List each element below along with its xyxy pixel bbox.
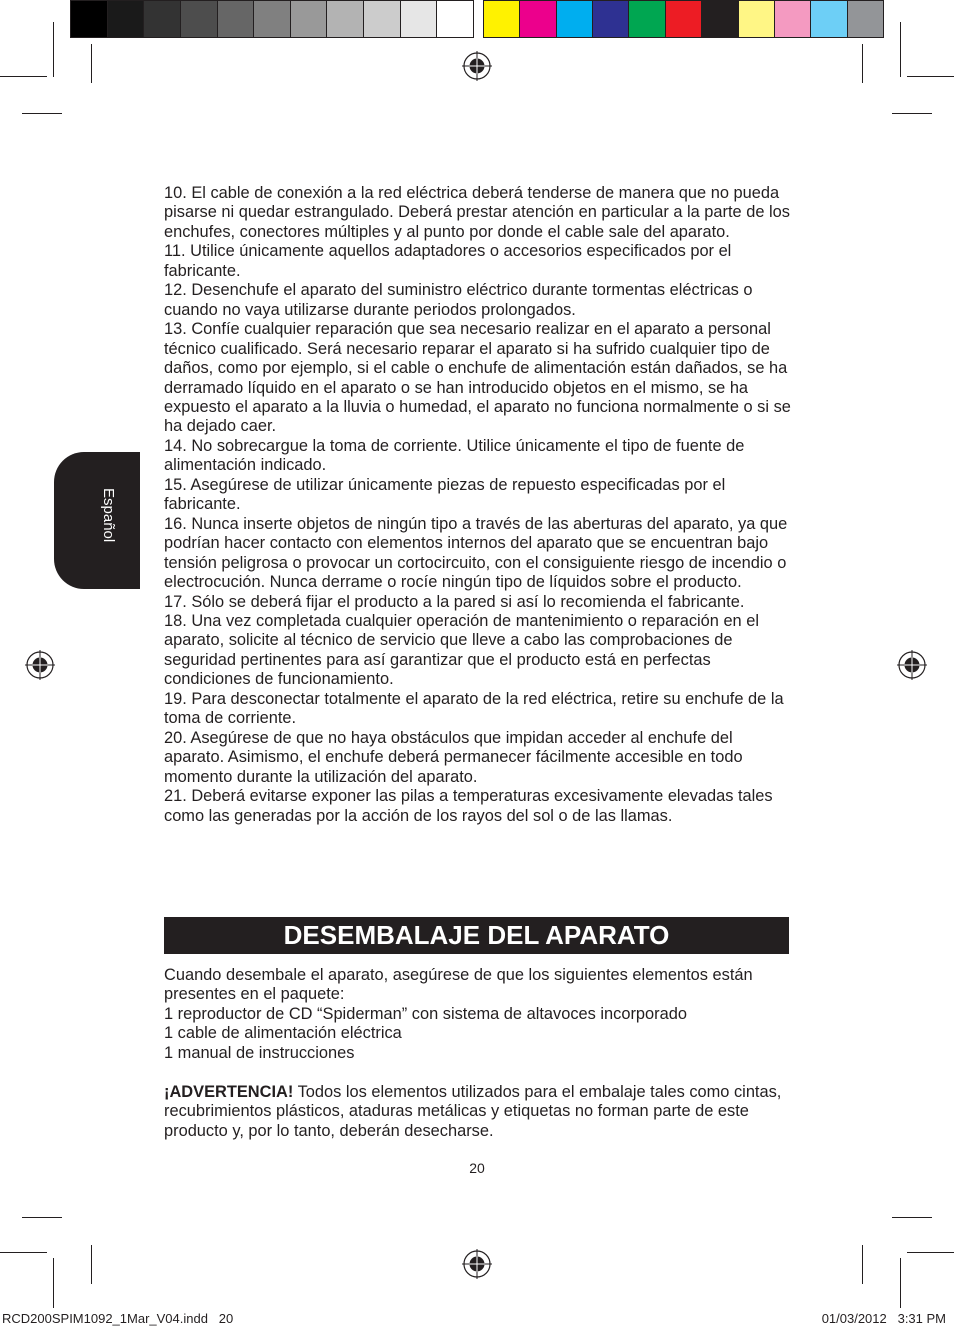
crop-mark <box>53 22 54 77</box>
crop-mark <box>900 22 901 77</box>
package-item: 1 manual de instrucciones <box>164 1043 355 1062</box>
crop-mark <box>907 1252 954 1253</box>
instruction-item: 17. Sólo se deberá fijar el producto a la pared si así lo recomienda el fabricante. <box>164 592 745 611</box>
registration-mark-icon <box>897 650 927 680</box>
color-swatch <box>557 1 593 37</box>
language-tab-label: Español <box>100 488 117 543</box>
color-swatch <box>401 1 438 37</box>
instruction-item: 11. Utilice únicamente aquellos adaptadores o accesorios especificados por el fabricante. <box>164 242 732 280</box>
color-swatch <box>702 1 738 37</box>
package-item: 1 reproductor de CD “Spiderman” con sistema de altavoces incorporado <box>164 1004 687 1023</box>
process-color-bar <box>483 0 884 38</box>
crop-mark <box>892 1217 932 1218</box>
instruction-item: 12. Desenchufe el aparato del suministro eléctrico durante tormentas eléctricas o cuando no vaya utilizarse durante periodos prolongados. <box>164 281 753 319</box>
crop-mark <box>22 1217 62 1218</box>
registration-mark-icon <box>25 650 55 680</box>
color-swatch <box>520 1 556 37</box>
crop-mark <box>907 76 954 77</box>
warning-text: Todos los elementos utilizados para el embalaje tales como cintas, recubrimientos plásticos, ataduras metálicas y etiquetas no forman parte de este producto y, por lo tanto, deberán desecharse. <box>164 1082 782 1140</box>
color-swatch <box>739 1 775 37</box>
color-swatch <box>327 1 364 37</box>
file-slug: RCD200SPIM1092_1Mar_V04.indd 20 <box>2 1311 234 1326</box>
color-swatch <box>775 1 811 37</box>
crop-mark <box>0 76 47 77</box>
instruction-item: 21. Deberá evitarse exponer las pilas a temperaturas excesivamente elevadas tales como las generadas por la acción de los rayos del sol o de las llamas. <box>164 787 773 825</box>
crop-mark <box>91 1245 92 1284</box>
color-swatch <box>254 1 291 37</box>
unpacking-section <box>164 966 792 1141</box>
instruction-item: 18. Una vez completada cualquier operación de mantenimiento o reparación en el aparato, solicite al técnico de servicio que lleve a cabo las comprobaciones de seguridad pertinentes para así garantizar que el producto está en perfectas condiciones de funcionamiento. <box>164 611 759 689</box>
color-swatch <box>218 1 255 37</box>
instruction-item: 19. Para desconectar totalmente el aparato de la red eléctrica, retire su enchufe de la toma de corriente. <box>164 689 784 728</box>
spacer <box>164 1063 792 1082</box>
color-swatch <box>364 1 401 37</box>
registration-mark-icon <box>462 51 492 81</box>
crop-mark <box>900 1258 901 1308</box>
crop-mark <box>892 113 932 114</box>
crop-mark <box>22 113 62 114</box>
crop-mark <box>0 1252 47 1253</box>
package-item: 1 cable de alimentación eléctrica <box>164 1024 402 1043</box>
color-swatch <box>437 1 473 37</box>
instruction-item: 20. Asegúrese de que no haya obstáculos que impidan acceder al enchufe del aparato. Asimismo, el enchufe deberá permanecer fácilmente accesible en todo momento durante la utilización del aparato. <box>164 728 743 786</box>
warning-paragraph <box>164 1083 792 1141</box>
color-swatch <box>811 1 847 37</box>
date-slug: 01/03/2012 3:31 PM <box>821 1311 946 1326</box>
instruction-item: 14. No sobrecargue la toma de corriente. Utilice únicamente el tipo de fuente de alimentación indicado. <box>164 436 745 475</box>
color-swatch <box>108 1 145 37</box>
safety-instructions <box>164 184 792 826</box>
page-number: 20 <box>469 1160 485 1176</box>
color-swatch <box>629 1 665 37</box>
color-swatch <box>144 1 181 37</box>
color-swatch <box>181 1 218 37</box>
instruction-item: 15. Asegúrese de utilizar únicamente piezas de repuesto especificadas por el fabricante. <box>164 475 726 514</box>
warning-label: ¡ADVERTENCIA! <box>164 1082 294 1101</box>
unpacking-intro: Cuando desembale el aparato, asegúrese de que los siguientes elementos están presentes en el paquete: <box>164 966 753 1004</box>
section-heading: DESEMBALAJE DEL APARATO <box>164 917 789 954</box>
color-swatch <box>71 1 108 37</box>
color-swatch <box>666 1 702 37</box>
color-swatch <box>593 1 629 37</box>
instruction-item: 10. El cable de conexión a la red eléctrica deberá tenderse de manera que no pueda pisarse ni quedar estrangulado. Deberá prestar atención en particular a la parte de los enchufes, conectores múltiples y al punto por donde el cable sale del aparato. <box>164 184 790 241</box>
registration-mark-icon <box>462 1249 492 1279</box>
crop-mark <box>862 44 863 83</box>
color-swatch <box>848 1 883 37</box>
color-swatch <box>484 1 520 37</box>
instruction-item: 13. Confíe cualquier reparación que sea necesario realizar en el aparato a personal técnico cualificado. Será necesario reparar el aparato si ha sufrido cualquier tipo de daños, como por ejemplo, si el cable o enchufe de alimentación están dañados, se ha derramado líquido en el aparato o se han introducido objetos en el mismo, se ha expuesto el aparato a la lluvia o humedad, el aparato no funciona normalmente o si se ha dejado caer. <box>164 320 791 436</box>
crop-mark <box>53 1258 54 1308</box>
instruction-item: 16. Nunca inserte objetos de ningún tipo a través de las aberturas del aparato, ya que podrían hacer contacto con elementos internos del aparato que se encuentran bajo tensión peligrosa o provocar un cortocircuito, con el consiguiente riesgo de incendio o electrocución. Nunca derrame o rocíe ningún tipo de líquidos sobre el producto. <box>164 514 788 592</box>
crop-mark <box>91 44 92 83</box>
crop-mark <box>862 1245 863 1284</box>
color-swatch <box>291 1 328 37</box>
grayscale-color-bar <box>70 0 474 38</box>
